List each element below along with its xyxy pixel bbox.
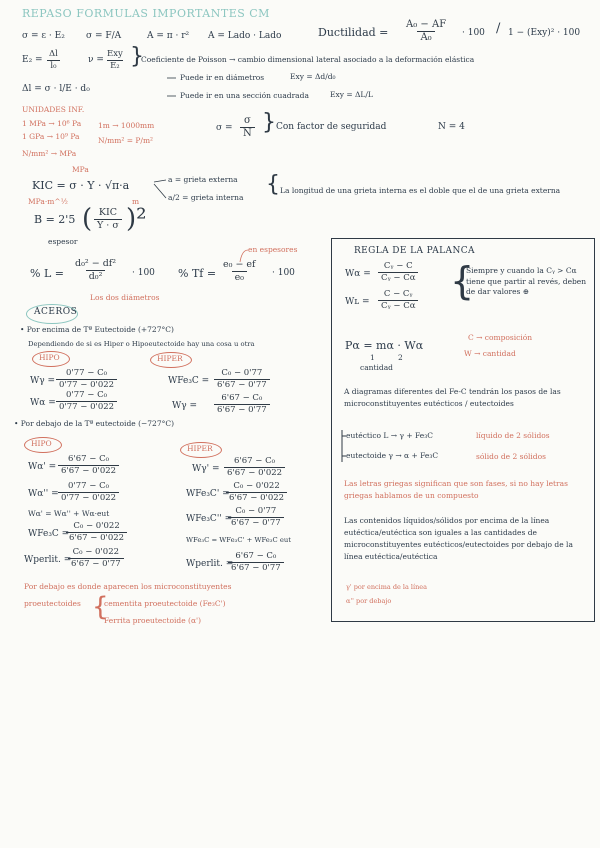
crack-external: a = grieta externa xyxy=(168,175,238,184)
hipo-wg-den: 0'77 − 0'022 xyxy=(56,379,117,390)
diagrams-text: A diagramas diferentes del Fe-C tendrán los pasos de las microconstituyentes eutécticos / eutectoides xyxy=(344,387,561,408)
below-hiper-wfe-den: 6'67 − 0'022 xyxy=(226,492,287,503)
thickness-formula: B = 2'5 xyxy=(34,213,76,226)
below-hipo-wa-den: 6'67 − 0'022 xyxy=(58,465,119,476)
hiper-label-1: HIPER xyxy=(157,354,183,363)
proeutectoid-note-2: proeutectoides xyxy=(24,599,81,608)
delta-l-formula: Δl = σ · l/E · d₀ xyxy=(22,84,90,94)
greek-letters-note: Las letras griegas significan que son fases, si no hay letras griegas hablamos de un compuesto xyxy=(344,479,568,500)
ductility-numerator: A₀ − AF xyxy=(406,19,447,30)
proeutectoid-ferrite: Ferrita proeutectoide (α') xyxy=(104,616,202,625)
crack-brace: { xyxy=(266,172,280,197)
hiper-label-2: HIPER xyxy=(187,444,213,453)
contents-note: Las contenidos líquidos/sólidos por encima de la línea eutéctica/eutéctica son iguales a las cantidades de microconstituyentes eutécticos/eutectoides por debajo de la línea eutéctica/eutéctica xyxy=(344,516,573,561)
units-title: UNIDADES INF. xyxy=(22,105,85,114)
proeutectoid-brace: { xyxy=(92,592,109,622)
strain-den: l₀ xyxy=(47,60,59,71)
unit-meter: 1m → 1000mm xyxy=(98,121,155,130)
below-hipo-perlite-den: 6'67 − 0'77 xyxy=(68,558,124,569)
below-hiper-wfe2-den: 6'67 − 0'77 xyxy=(228,517,284,528)
lever-brace: { xyxy=(450,259,475,303)
strain-num: Δl xyxy=(49,49,58,59)
unit-gpa: 1 GPa → 10⁹ Pa xyxy=(22,132,80,141)
paren-open: ( xyxy=(82,204,93,234)
quantity-legend: W → cantidad xyxy=(464,349,516,358)
kic-m-label: m xyxy=(132,197,140,206)
below-hiper-wg-lhs: Wγ' = xyxy=(192,464,220,474)
lever-wa-den: Cᵧ − Cα xyxy=(378,272,418,283)
below-hiper-perlite-den: 6'67 − 0'77 xyxy=(228,562,284,573)
below-hiper-perlite-num: 6'67 − C₀ xyxy=(235,551,277,561)
lever-wl-lhs: Wʟ = xyxy=(345,297,370,307)
below-hipo-perlite-num: C₀ − 0'022 xyxy=(72,547,120,557)
strain-lhs: E₂ = xyxy=(22,55,43,65)
ductility-tail: · 100 xyxy=(462,28,485,38)
eutectoid-reaction: eutectoide γ → α + Fe₃C xyxy=(346,451,439,460)
lever-pa-note: cantidad xyxy=(360,363,393,372)
below-hipo-wa2-num: 0'77 − C₀ xyxy=(68,481,110,491)
hipo-wa-lhs: Wα = xyxy=(30,398,56,408)
safety-label: Con factor de seguridad xyxy=(276,122,387,132)
thickness-den: Y · σ xyxy=(94,219,122,231)
hipo-wa-den: 0'77 − 0'022 xyxy=(56,401,117,412)
crack-internal: a/2 = grieta interna xyxy=(168,193,244,202)
safety-num: σ xyxy=(243,115,251,126)
lever-note: Siempre y cuando la Cᵧ > Cα tiene que partir al revés, deben de dar valores ⊕ xyxy=(466,266,587,296)
hipo-wg-lhs: Wγ = xyxy=(30,376,56,386)
eutectoid-note: sólido de 2 sólidos xyxy=(476,452,546,461)
below-hiper-sum: WFe₃C = WFe₃C' + WFe₃C eut xyxy=(186,536,292,544)
pct-thickness-den: e₀ xyxy=(232,271,247,283)
below-hipo-wa2-den: 0'77 − 0'022 xyxy=(58,492,119,503)
safety-brace: } xyxy=(262,110,276,135)
safety-den: N xyxy=(240,127,255,139)
below-hipo-wfe-num: C₀ − 0'022 xyxy=(73,521,120,531)
above-eutectoid-note: Dependiendo de si es Hiper o Hipoeutectoide hay una cosa u otra xyxy=(28,340,255,348)
pct-reduction-tail: · 100 xyxy=(132,268,155,278)
below-hipo-wa-num: 6'67 − C₀ xyxy=(68,454,110,464)
hiper-wg-den: 6'67 − 0'77 xyxy=(214,404,270,415)
pct-thickness-num: e₀ − ef xyxy=(223,259,256,270)
pct-reduction-num: d₀² − df² xyxy=(75,258,117,269)
steels-title: ACEROS xyxy=(34,307,78,317)
below-hipo-wfe-den: 6'67 − 0'022 xyxy=(66,532,127,543)
kic-formula: KIC = σ · Y · √π·a xyxy=(32,179,130,192)
lever-wa-num: Cᵧ − C xyxy=(383,261,413,271)
pct-reduction-note: Los dos diámetros xyxy=(90,293,160,302)
unit-nmm: N/mm² = P/m² xyxy=(98,136,154,145)
poisson-note: Coeficiente de Poisson → cambio dimensional lateral asociado a la deformación elástica xyxy=(141,55,475,64)
eutectic-note: líquido de 2 sólidos xyxy=(476,431,550,440)
below-hiper-perlite-lhs: Wperlit. = xyxy=(186,559,234,569)
lever-wl-num: C − Cᵧ xyxy=(383,289,413,299)
proeutectoid-note-1: Por debajo es donde aparecen los microconstituyentes xyxy=(24,582,232,591)
poisson-option-2-expr: Exy = ΔL/L xyxy=(330,90,373,99)
hiper-wg-num: 6'67 − C₀ xyxy=(221,393,263,403)
lever-pa-sub-2: 2 xyxy=(398,353,403,362)
below-hipo-perlite-lhs: Wperlit. = xyxy=(24,555,72,565)
pct-thickness-note: en espesores xyxy=(248,245,298,254)
below-hiper-wg-den: 6'67 − 0'022 xyxy=(224,467,285,478)
ductility-denominator: A₀ xyxy=(417,31,434,43)
hooke-law: σ = ε · E₂ xyxy=(22,31,65,41)
poisson-den: E₂ xyxy=(107,60,123,71)
arrow-crack-2 xyxy=(154,184,166,198)
footnote-above: γ' por encima de la línea xyxy=(346,583,428,591)
hipo-label-2: HIPO xyxy=(31,439,52,448)
below-hiper-wfe-lhs: WFe₃C' = xyxy=(186,489,230,499)
kic-units: MPa·m^½ xyxy=(28,197,68,206)
thickness-num: KIC xyxy=(98,207,117,218)
unit-nmm-mpa: N/mm² → MPa xyxy=(22,149,77,158)
arrow-thickness-note xyxy=(240,250,248,262)
below-hiper-wfe2-lhs: WFe₃C'' = xyxy=(186,514,233,524)
slash-divider: / xyxy=(496,21,501,36)
hipo-wg-num: 0'77 − C₀ xyxy=(66,368,108,378)
hiper-wfe3c-lhs: WFe₃C = xyxy=(168,376,210,386)
composition-legend: C → composición xyxy=(468,333,533,342)
unit-mpa: 1 MPa → 10⁶ Pa xyxy=(22,119,82,128)
safety-lhs: σ = xyxy=(216,123,233,133)
hiper-wfe3c-den: 6'67 − 0'77 xyxy=(214,379,270,390)
ductility-label: Ductilidad = xyxy=(318,26,389,39)
poisson-num: Exy xyxy=(107,49,123,59)
lever-wl-den: Cᵧ − Cα xyxy=(378,300,418,311)
pct-thickness-tail: · 100 xyxy=(272,268,295,278)
area-square: A = Lado · Lado xyxy=(208,31,282,41)
safety-value: N = 4 xyxy=(438,122,465,132)
area-circle: A = π · r² xyxy=(147,31,190,41)
poisson-brace: } xyxy=(130,44,144,69)
below-hiper-wg-num: 6'67 − C₀ xyxy=(234,456,276,466)
pct-thickness-lhs: % Tf = xyxy=(178,267,217,280)
footnote-below: α'' por debajo xyxy=(346,597,392,605)
crack-note: La longitud de una grieta interna es el doble que el de una grieta externa xyxy=(280,186,561,195)
kic-mpa-label: MPa xyxy=(72,165,89,174)
proeutectoid-cementite: cementita proeutectoide (Fe₃C') xyxy=(104,599,226,608)
hiper-wg-lhs: Wγ = xyxy=(172,401,198,411)
hipo-label-1: HIPO xyxy=(39,353,60,362)
pct-reduction-lhs: % L = xyxy=(30,267,64,280)
below-hiper-wfe-num: C₀ − 0'022 xyxy=(233,481,280,491)
below-hipo-wa-lhs: Wα' = xyxy=(28,462,57,472)
below-hiper-wfe2-num: C₀ − 0'77 xyxy=(235,506,277,516)
lever-pa-sub-1: 1 xyxy=(370,353,375,362)
lever-wa-lhs: Wα = xyxy=(345,269,371,279)
below-hipo-sum: Wα' = Wα'' + Wα·eut xyxy=(28,509,110,518)
stress-formula: σ = F/A xyxy=(86,31,122,41)
below-eutectoid: • Por debajo de la Tª eutectoide (−727°C) xyxy=(14,419,175,428)
poisson-option-1: Puede ir en diámetros xyxy=(180,73,265,82)
poisson-option-2: Puede ir en una sección cuadrada xyxy=(180,91,309,100)
eutectic-reaction: eutéctico L → γ + Fe₃C xyxy=(346,431,433,440)
ductility-alt: 1 − (Exy)² · 100 xyxy=(508,28,581,38)
above-eutectoid: • Por encima de Tª Eutectoide (+727°C) xyxy=(20,325,174,334)
thickness-label: espesor xyxy=(48,237,78,246)
lever-rule-title: REGLA DE LA PALANCA xyxy=(354,246,475,256)
poisson-option-1-expr: Exy = Δd/d₀ xyxy=(290,72,336,81)
hiper-wfe3c-num: C₀ − 0'77 xyxy=(221,368,263,378)
below-hipo-wfe-lhs: WFe₃C = xyxy=(28,529,70,539)
pct-reduction-den: d₀² xyxy=(86,270,106,282)
arrow-crack-1 xyxy=(154,180,166,182)
paren-close: )² xyxy=(126,204,147,234)
page-title: REPASO FORMULAS IMPORTANTES CM xyxy=(22,7,270,20)
hipo-wa-num: 0'77 − C₀ xyxy=(66,390,108,400)
below-hipo-wa2-lhs: Wα'' = xyxy=(28,489,59,499)
lever-pa-formula: Pα = mα · Wα xyxy=(345,339,424,352)
poisson-lhs: ν = xyxy=(88,55,104,65)
